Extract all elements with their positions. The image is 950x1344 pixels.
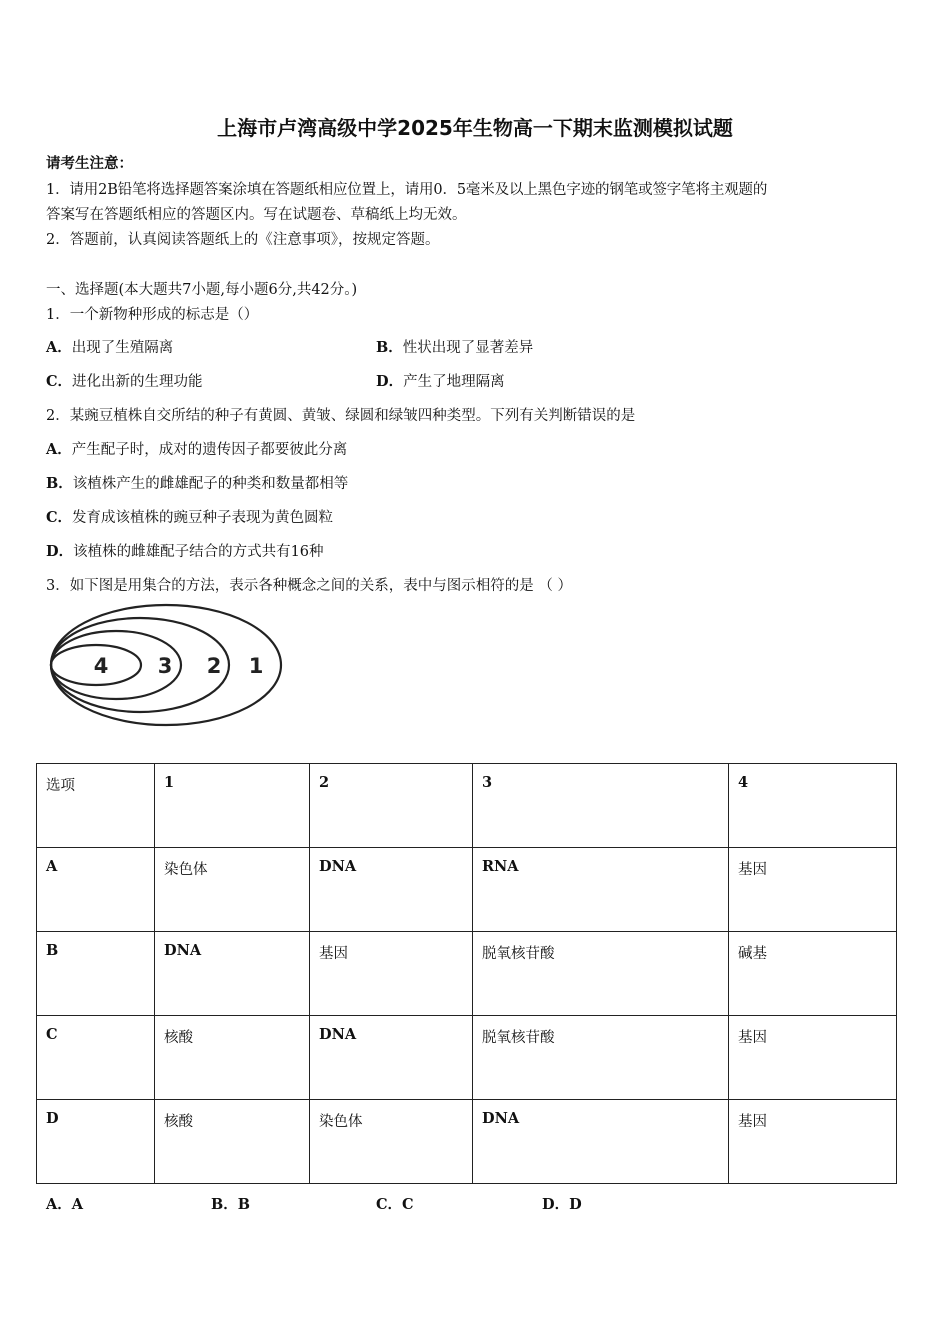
table-cell: 基因 bbox=[729, 1016, 897, 1100]
set-label-2: 2 bbox=[206, 654, 222, 678]
table-cell: 碱基 bbox=[729, 932, 897, 1016]
q2-option-d[interactable] bbox=[46, 540, 324, 561]
q1-option-a[interactable] bbox=[46, 336, 173, 357]
option-text: 产生了地理隔离 bbox=[403, 374, 505, 390]
table-row bbox=[37, 848, 897, 932]
option-text: 性状出现了显著差异 bbox=[402, 340, 534, 356]
set-diagram bbox=[48, 602, 288, 732]
notice-line-1-cont: 答案写在答题纸相应的答题区内。写在试题卷、草稿纸上均无效。 bbox=[46, 207, 467, 223]
table-cell: 脱氧核苷酸 bbox=[473, 1016, 729, 1100]
q1-option-d[interactable] bbox=[376, 370, 505, 391]
option-letter: D． bbox=[46, 543, 74, 560]
option-text: 该植株的雌雄配子结合的方式共有16种 bbox=[73, 544, 324, 560]
table-cell: 基因 bbox=[310, 932, 473, 1016]
table-cell: 染色体 bbox=[310, 1100, 473, 1184]
table-row bbox=[37, 932, 897, 1016]
table-cell: DNA bbox=[155, 932, 310, 1016]
option-text: B bbox=[237, 1196, 251, 1213]
table-cell: B bbox=[37, 932, 155, 1016]
option-letter: A． bbox=[46, 1196, 72, 1213]
table-cell: 基因 bbox=[729, 848, 897, 932]
option-letter: A． bbox=[46, 441, 72, 458]
table-cell: DNA bbox=[473, 1100, 729, 1184]
q2-option-b[interactable] bbox=[46, 472, 348, 493]
notice-heading: 请考生注意： bbox=[46, 155, 133, 172]
option-text: C bbox=[402, 1196, 414, 1213]
q3-option-d[interactable] bbox=[542, 1193, 582, 1214]
table-cell: A bbox=[37, 848, 155, 932]
section-heading: 一、选择题(本大题共7小题,每小题6分,共42分。) bbox=[46, 282, 358, 298]
table-cell: 核酸 bbox=[155, 1100, 310, 1184]
table-header-row bbox=[37, 764, 897, 848]
option-letter: C． bbox=[46, 509, 73, 526]
table-header-cell: 3 bbox=[473, 764, 729, 848]
table-cell: C bbox=[37, 1016, 155, 1100]
q2-option-c[interactable] bbox=[46, 506, 333, 527]
table-cell: 脱氧核苷酸 bbox=[473, 932, 729, 1016]
table-cell: RNA bbox=[473, 848, 729, 932]
notice-line-1: 1．请用2B铅笔将选择题答案涂填在答题纸相应位置上，请用0．5毫米及以上黑色字迹的钢笔或签字笔将主观题的 bbox=[46, 182, 768, 198]
question-3-stem: 3．如下图是用集合的方法，表示各种概念之间的关系，表中与图示相符的是 （ ） bbox=[46, 578, 572, 594]
option-letter: A． bbox=[46, 339, 72, 356]
option-letter: B． bbox=[46, 475, 73, 492]
q2-option-a[interactable] bbox=[46, 438, 347, 459]
table-cell: 基因 bbox=[729, 1100, 897, 1184]
q1-option-c[interactable] bbox=[46, 370, 203, 391]
question-1-stem: 1．一个新物种形成的标志是（） bbox=[46, 307, 259, 323]
set-label-3: 3 bbox=[157, 654, 173, 678]
q3-option-b[interactable] bbox=[211, 1193, 250, 1214]
q1-option-b[interactable] bbox=[376, 336, 533, 357]
table-cell: DNA bbox=[310, 848, 473, 932]
option-letter: B． bbox=[376, 339, 403, 356]
table-row bbox=[37, 1100, 897, 1184]
table-cell: DNA bbox=[310, 1016, 473, 1100]
option-text: 出现了生殖隔离 bbox=[71, 340, 174, 356]
option-text: A bbox=[71, 1196, 84, 1213]
q3-option-c[interactable] bbox=[376, 1193, 414, 1214]
q3-option-a[interactable] bbox=[46, 1193, 83, 1214]
set-label-4: 4 bbox=[93, 654, 109, 678]
option-text: 进化出新的生理功能 bbox=[72, 374, 203, 390]
option-letter: D． bbox=[542, 1196, 570, 1213]
table-cell: D bbox=[37, 1100, 155, 1184]
notice-line-2: 2．答题前，认真阅读答题纸上的《注意事项》，按规定答题。 bbox=[46, 232, 440, 248]
option-letter: C． bbox=[46, 373, 73, 390]
option-text: 发育成该植株的豌豆种子表现为黄色圆粒 bbox=[72, 510, 334, 526]
table-header-cell: 2 bbox=[310, 764, 473, 848]
table-header-cell: 选项 bbox=[37, 764, 155, 848]
option-letter: C． bbox=[376, 1196, 403, 1213]
option-letter: B． bbox=[211, 1196, 238, 1213]
table-cell: 染色体 bbox=[155, 848, 310, 932]
option-text: 该植株产生的雌雄配子的种类和数量都相等 bbox=[72, 476, 349, 492]
table-header-cell: 1 bbox=[155, 764, 310, 848]
page-title: 上海市卢湾高级中学2025年生物高一下期末监测模拟试题 bbox=[217, 116, 733, 140]
set-label-1: 1 bbox=[248, 654, 264, 678]
option-text: D bbox=[569, 1196, 582, 1213]
table-row bbox=[37, 1016, 897, 1100]
option-text: 产生配子时，成对的遗传因子都要彼此分离 bbox=[71, 442, 348, 458]
table-cell: 核酸 bbox=[155, 1016, 310, 1100]
question-2-stem: 2．某豌豆植株自交所结的种子有黄圆、黄皱、绿圆和绿皱四种类型。下列有关判断错误的是 bbox=[46, 408, 636, 424]
answer-table bbox=[36, 763, 897, 1184]
option-letter: D． bbox=[376, 373, 404, 390]
table-header-cell: 4 bbox=[729, 764, 897, 848]
